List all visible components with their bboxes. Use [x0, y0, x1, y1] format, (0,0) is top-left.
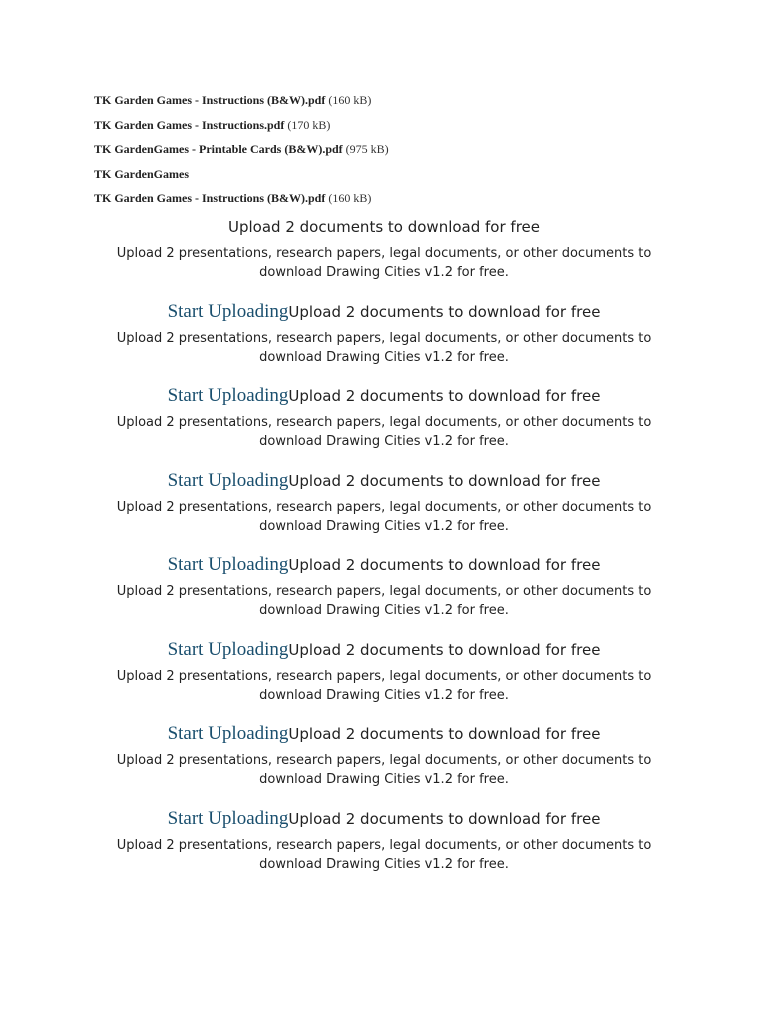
upload-promo	[84, 808, 684, 893]
file-name[interactable]: TK Garden Games - Instructions (B&W).pdf	[94, 191, 326, 205]
start-uploading-link[interactable]: Start Uploading	[167, 554, 289, 575]
upload-description: Upload 2 presentations, research papers, legal documents, or other documents to download Drawing Cities v1.2 for free.	[116, 837, 652, 872]
upload-promo	[84, 385, 684, 470]
upload-title: Upload 2 documents to download for free	[228, 218, 540, 236]
file-name[interactable]: TK GardenGames - Printable Cards (B&W).pdf	[94, 142, 343, 156]
upload-promo-list	[84, 216, 684, 892]
upload-promo	[84, 216, 684, 301]
upload-promo	[84, 301, 684, 386]
upload-heading	[84, 808, 684, 832]
upload-heading	[84, 385, 684, 409]
upload-heading	[84, 639, 684, 663]
upload-heading	[84, 554, 684, 578]
start-uploading-link[interactable]: Start Uploading	[167, 807, 289, 829]
upload-title: Upload 2 documents to download for free	[288, 471, 601, 490]
upload-description: Upload 2 presentations, research papers, legal documents, or other documents to download Drawing Cities v1.2 for free.	[116, 415, 652, 449]
upload-title: Upload 2 documents to download for free	[288, 725, 601, 743]
upload-description: Upload 2 presentations, research papers, legal documents, or other documents to download Drawing Cities v1.2 for free.	[116, 668, 652, 703]
file-size: (160 kB)	[328, 93, 372, 107]
upload-description: Upload 2 presentations, research papers, legal documents, or other documents to download Drawing Cities v1.2 for free.	[116, 584, 652, 618]
start-uploading-link[interactable]: Start Uploading	[167, 469, 289, 491]
file-name[interactable]: TK GardenGames	[94, 166, 189, 181]
upload-description: Upload 2 presentations, research papers, legal documents, or other documents to download Drawing Cities v1.2 for free.	[116, 753, 652, 787]
upload-title: Upload 2 documents to download for free	[288, 809, 601, 828]
upload-promo	[84, 470, 684, 555]
upload-promo	[84, 639, 684, 724]
start-uploading-link[interactable]: Start Uploading	[167, 638, 289, 660]
file-size: (975 kB)	[345, 142, 389, 156]
file-size: (170 kB)	[287, 117, 331, 132]
upload-promo	[84, 723, 684, 808]
upload-heading	[84, 216, 684, 240]
file-item[interactable]	[94, 92, 694, 108]
file-item[interactable]	[94, 141, 694, 157]
file-list	[94, 92, 694, 215]
upload-title: Upload 2 documents to download for free	[288, 556, 601, 574]
upload-heading	[84, 470, 684, 494]
upload-title: Upload 2 documents to download for free	[288, 387, 601, 405]
file-size: (160 kB)	[328, 191, 372, 205]
file-item[interactable]	[94, 117, 694, 133]
start-uploading-link[interactable]: Start Uploading	[167, 723, 289, 744]
upload-promo	[84, 554, 684, 639]
upload-title: Upload 2 documents to download for free	[288, 302, 601, 321]
file-item[interactable]	[94, 166, 694, 182]
file-name[interactable]: TK Garden Games - Instructions (B&W).pdf	[94, 93, 326, 107]
file-item[interactable]	[94, 190, 694, 206]
upload-description: Upload 2 presentations, research papers, legal documents, or other documents to download Drawing Cities v1.2 for free.	[116, 499, 652, 534]
start-uploading-link[interactable]: Start Uploading	[167, 385, 289, 406]
upload-heading	[84, 301, 684, 325]
upload-heading	[84, 723, 684, 747]
upload-description: Upload 2 presentations, research papers, legal documents, or other documents to download Drawing Cities v1.2 for free.	[116, 246, 652, 280]
start-uploading-link[interactable]: Start Uploading	[167, 300, 289, 322]
upload-title: Upload 2 documents to download for free	[288, 640, 601, 659]
file-name[interactable]: TK Garden Games - Instructions.pdf	[94, 117, 285, 132]
upload-description: Upload 2 presentations, research papers, legal documents, or other documents to download Drawing Cities v1.2 for free.	[116, 330, 652, 365]
